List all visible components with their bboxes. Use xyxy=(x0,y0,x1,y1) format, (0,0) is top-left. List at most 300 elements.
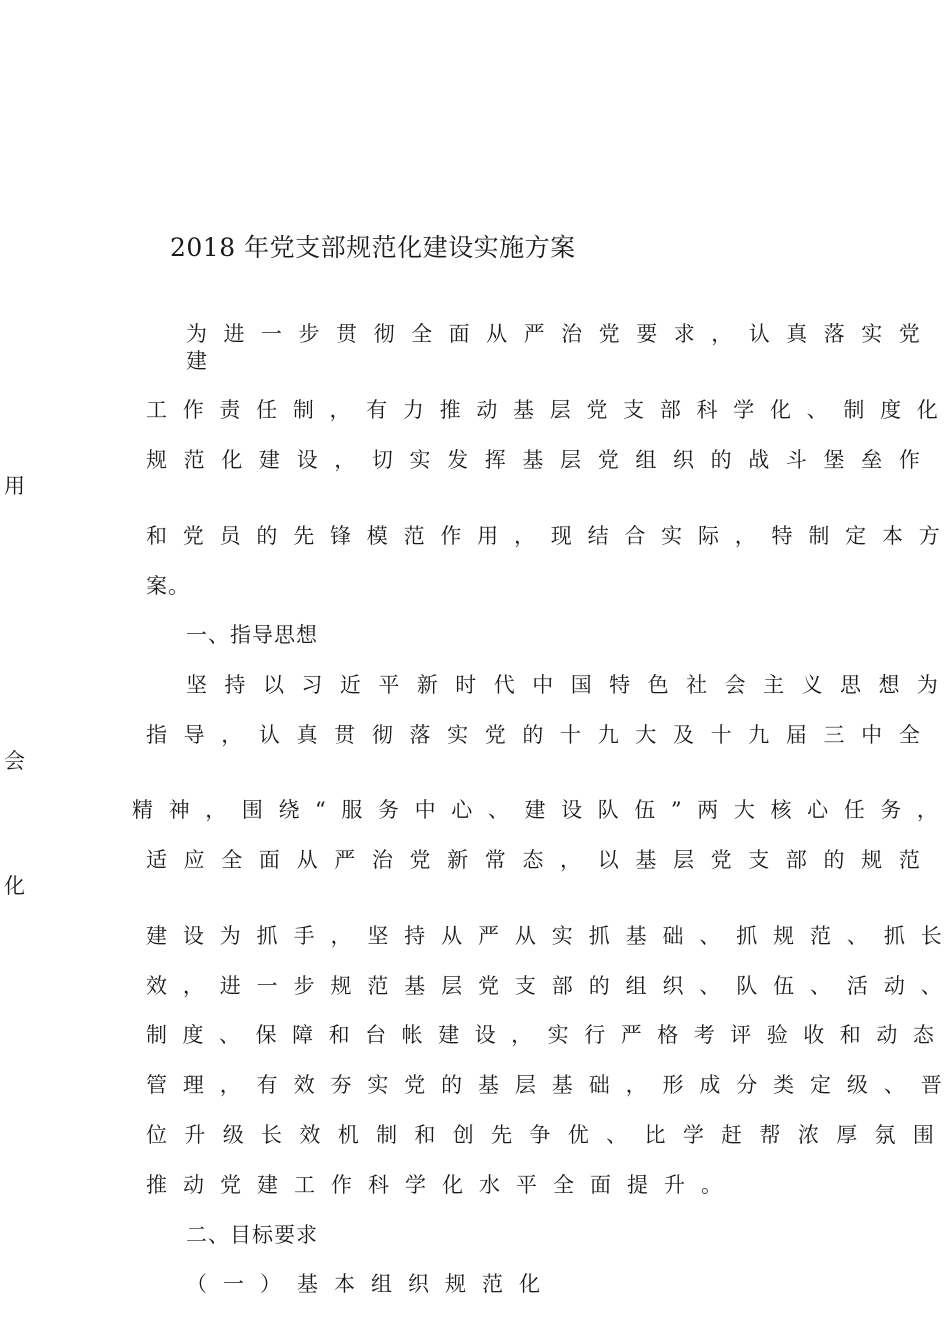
text-char: 织 xyxy=(662,974,684,998)
text-char: 长 xyxy=(261,1123,283,1147)
paragraph-line xyxy=(146,850,920,871)
paragraph-line xyxy=(132,800,938,821)
text-char: 届 xyxy=(785,723,807,747)
text-char: 的 xyxy=(823,848,845,872)
text-char: 步 xyxy=(293,974,315,998)
text-char: ” xyxy=(670,798,682,822)
text-char: 挥 xyxy=(484,448,506,472)
text-char: 垒 xyxy=(861,448,883,472)
text-char: ， xyxy=(329,398,351,422)
text-char: 长 xyxy=(920,924,942,948)
text-char: 规 xyxy=(330,974,352,998)
text-char: 实 xyxy=(547,1023,569,1047)
text-char: ， xyxy=(330,924,352,948)
text-char: 心 xyxy=(451,798,473,822)
document-title: 2018 年党支部规范化建设实施方案 xyxy=(170,233,576,262)
text-char: 核 xyxy=(770,798,792,822)
text-char: 结 xyxy=(587,524,609,548)
text-char: 严 xyxy=(478,924,500,948)
text-char: 十 xyxy=(560,723,582,747)
text-char: 贯 xyxy=(336,322,358,346)
text-char: 九 xyxy=(597,723,619,747)
subsection-heading: （一）基本组织规范化 xyxy=(186,1272,556,1296)
paragraph-line xyxy=(146,725,920,746)
text-char: 有 xyxy=(256,1073,278,1097)
paragraph-line xyxy=(146,1075,942,1096)
text-char: ， xyxy=(205,798,227,822)
text-char: 规 xyxy=(861,848,883,872)
paragraph-line xyxy=(186,675,938,696)
text-char: 会 xyxy=(724,673,746,697)
text-char: 认 xyxy=(748,322,770,346)
text-char: 位 xyxy=(146,1123,167,1147)
text-char: 模 xyxy=(366,524,388,548)
text-char: 的 xyxy=(710,448,732,472)
text-char: 比 xyxy=(644,1123,666,1147)
text-char: 党 xyxy=(484,723,506,747)
text-char: 的 xyxy=(522,723,544,747)
text-char: ， xyxy=(334,448,356,472)
text-char: 力 xyxy=(402,398,424,422)
text-char: 基 xyxy=(513,398,535,422)
text-char: 抓 xyxy=(736,924,758,948)
text-char: 为 xyxy=(186,322,207,346)
text-char: 心 xyxy=(807,798,829,822)
text-char: 规 xyxy=(773,924,795,948)
paragraph-line xyxy=(146,926,942,947)
text-char: 际 xyxy=(697,524,719,548)
text-char: 从 xyxy=(514,924,536,948)
paragraph-line xyxy=(146,1025,934,1046)
text-char: 持 xyxy=(224,673,246,697)
text-char: 设 xyxy=(182,924,204,948)
text-char: 特 xyxy=(609,673,631,697)
text-char: 态 xyxy=(912,1023,934,1047)
text-char: 围 xyxy=(912,1123,934,1147)
text-char: 设 xyxy=(561,798,583,822)
text-char: 主 xyxy=(763,673,785,697)
text-char: 严 xyxy=(620,1023,642,1047)
text-char: ， xyxy=(511,1023,533,1047)
text-char: 科 xyxy=(696,398,718,422)
text-char: 础 xyxy=(588,1073,610,1097)
text-char: 十 xyxy=(710,723,732,747)
text-char: 绕 xyxy=(278,798,300,822)
text-char: 层 xyxy=(560,448,582,472)
text-char: 大 xyxy=(635,723,657,747)
text-char: 党 xyxy=(478,974,500,998)
text-char: 动 xyxy=(883,974,905,998)
text-char: 战 xyxy=(748,448,770,472)
text-char: 类 xyxy=(773,1073,795,1097)
paragraph-line: 推动党建工作科学化水平全面提升。 xyxy=(146,1173,738,1197)
text-char: 彻 xyxy=(371,723,393,747)
text-char: 中 xyxy=(532,673,554,697)
text-char: 晋 xyxy=(920,1073,942,1097)
text-char: 效 xyxy=(293,1073,315,1097)
text-char: ， xyxy=(221,723,243,747)
text-char: 为 xyxy=(916,673,938,697)
text-char: 建 xyxy=(258,448,280,472)
text-char: 从 xyxy=(296,848,318,872)
text-char: 发 xyxy=(447,448,469,472)
text-char: 两 xyxy=(697,798,719,822)
text-char: 进 xyxy=(219,974,241,998)
text-char: 行 xyxy=(584,1023,606,1047)
text-char: 工 xyxy=(146,398,167,422)
text-char: 抓 xyxy=(883,924,905,948)
text-char: 制 xyxy=(146,1023,167,1047)
text-char: 真 xyxy=(296,723,318,747)
text-char: 务 xyxy=(880,798,902,822)
text-char: 严 xyxy=(523,322,545,346)
text-char: 堡 xyxy=(823,448,845,472)
text-char: 管 xyxy=(146,1073,167,1097)
text-char: ， xyxy=(560,848,582,872)
text-char: 党 xyxy=(598,322,620,346)
text-char: 效 xyxy=(146,974,167,998)
text-char: 中 xyxy=(861,723,883,747)
text-char: 的 xyxy=(256,524,278,548)
section-heading: 二、目标要求 xyxy=(186,1223,318,1247)
text-char: 化 xyxy=(769,398,791,422)
text-char: 的 xyxy=(441,1073,463,1097)
text-char: 态 xyxy=(522,848,544,872)
text-char: 、 xyxy=(606,1123,628,1147)
text-char: 部 xyxy=(785,848,807,872)
text-char: 活 xyxy=(846,974,868,998)
text-char: 从 xyxy=(486,322,508,346)
text-char: 全 xyxy=(898,723,920,747)
text-char: 进 xyxy=(223,322,245,346)
paragraph-line xyxy=(146,526,940,547)
text-char: 基 xyxy=(404,974,426,998)
text-char: 现 xyxy=(550,524,572,548)
text-char: 、 xyxy=(920,974,942,998)
text-char: 时 xyxy=(455,673,477,697)
paragraph-line xyxy=(146,400,938,421)
text-char: 先 xyxy=(293,524,315,548)
text-char: 、 xyxy=(806,398,828,422)
text-char: 落 xyxy=(409,723,431,747)
text-char: 九 xyxy=(748,723,770,747)
text-char: 国 xyxy=(570,673,592,697)
text-char: 制 xyxy=(843,398,865,422)
text-char: 有 xyxy=(366,398,388,422)
text-char: 、 xyxy=(487,798,509,822)
text-char: 面 xyxy=(258,848,280,872)
text-char: 保 xyxy=(255,1023,277,1047)
paragraph-line xyxy=(146,976,942,997)
text-char: ， xyxy=(625,1073,647,1097)
text-char: 动 xyxy=(876,1023,898,1047)
text-char: 设 xyxy=(474,1023,496,1047)
text-char: ， xyxy=(182,974,204,998)
text-char: 先 xyxy=(491,1123,513,1147)
text-char: 厚 xyxy=(836,1123,858,1147)
text-char: 优 xyxy=(567,1123,589,1147)
text-char: 三 xyxy=(823,723,845,747)
text-char: ， xyxy=(513,524,535,548)
paragraph-line: 案。 xyxy=(146,574,190,598)
text-char: 台 xyxy=(365,1023,387,1047)
text-char: 思 xyxy=(839,673,861,697)
text-char: 建 xyxy=(524,798,546,822)
text-char: 伍 xyxy=(773,974,795,998)
text-char: 服 xyxy=(341,798,363,822)
text-char: 切 xyxy=(371,448,393,472)
text-char: 全 xyxy=(411,322,433,346)
text-char: ， xyxy=(219,1073,241,1097)
text-char: 制 xyxy=(292,398,314,422)
text-char: 贯 xyxy=(334,723,356,747)
text-char: 抓 xyxy=(588,924,610,948)
text-char: 部 xyxy=(551,974,573,998)
text-char: 和 xyxy=(146,524,167,548)
text-char: 以 xyxy=(597,848,619,872)
text-char: 大 xyxy=(733,798,755,822)
text-char: ， xyxy=(916,798,938,822)
text-char: 党 xyxy=(597,448,619,472)
text-char: 一 xyxy=(261,322,283,346)
text-char: 的 xyxy=(588,974,610,998)
text-char: 建 xyxy=(438,1023,460,1047)
text-char: 设 xyxy=(296,448,318,472)
text-char: 推 xyxy=(439,398,461,422)
text-char: 浓 xyxy=(797,1123,819,1147)
text-char: 落 xyxy=(823,322,845,346)
text-char: 学 xyxy=(733,398,755,422)
text-char: 方 xyxy=(918,524,940,548)
text-char: 党 xyxy=(404,1073,426,1097)
text-char: 评 xyxy=(730,1023,752,1047)
text-char: “ xyxy=(315,798,326,822)
text-char: 考 xyxy=(693,1023,715,1047)
text-char: 面 xyxy=(448,322,470,346)
text-char: 斗 xyxy=(785,448,807,472)
text-char: 要 xyxy=(636,322,658,346)
text-char: 一 xyxy=(256,974,278,998)
text-char: 党 xyxy=(898,322,920,346)
text-char: 支 xyxy=(748,848,770,872)
text-char: 障 xyxy=(292,1023,314,1047)
text-char: 制 xyxy=(808,524,830,548)
text-char: 治 xyxy=(561,322,583,346)
text-char: 形 xyxy=(662,1073,684,1097)
text-char: 建 xyxy=(146,924,167,948)
text-char: 及 xyxy=(672,723,694,747)
text-char: 神 xyxy=(168,798,190,822)
text-char: 员 xyxy=(219,524,241,548)
paragraph-line: 建 xyxy=(186,349,207,373)
paragraph-line xyxy=(186,324,920,345)
text-char: 范 xyxy=(810,924,832,948)
text-char: 格 xyxy=(657,1023,679,1047)
text-char: 求 xyxy=(673,322,695,346)
text-char: 定 xyxy=(810,1073,832,1097)
text-char: 范 xyxy=(403,524,425,548)
text-char: 任 xyxy=(843,798,865,822)
text-char: 基 xyxy=(635,848,657,872)
text-char: 收 xyxy=(803,1023,825,1047)
text-char: 新 xyxy=(416,673,438,697)
text-char: 应 xyxy=(183,848,205,872)
text-char: 伍 xyxy=(634,798,656,822)
text-char: 严 xyxy=(334,848,356,872)
text-char: 度 xyxy=(880,398,902,422)
text-char: 分 xyxy=(736,1073,758,1097)
text-char: 队 xyxy=(736,974,758,998)
text-char: 实 xyxy=(409,448,431,472)
text-char: 队 xyxy=(597,798,619,822)
text-char: 、 xyxy=(883,1073,905,1097)
text-char: 本 xyxy=(881,524,903,548)
text-char: 效 xyxy=(299,1123,321,1147)
paragraph-line: 用 xyxy=(4,474,25,498)
text-char: 化 xyxy=(916,398,938,422)
text-char: 党 xyxy=(710,848,732,872)
text-char: 基 xyxy=(522,448,544,472)
text-char: 创 xyxy=(452,1123,474,1147)
paragraph-line xyxy=(146,1125,934,1146)
text-char: 全 xyxy=(221,848,243,872)
text-char: 作 xyxy=(898,448,920,472)
text-char: 实 xyxy=(447,723,469,747)
text-char: 社 xyxy=(686,673,708,697)
text-char: 范 xyxy=(183,448,205,472)
text-char: 想 xyxy=(878,673,900,697)
text-char: 夯 xyxy=(330,1073,352,1097)
text-char: 帐 xyxy=(401,1023,423,1047)
text-char: 以 xyxy=(262,673,284,697)
text-char: 基 xyxy=(551,1073,573,1097)
paragraph-line: 会 xyxy=(4,749,25,773)
text-char: 党 xyxy=(586,398,608,422)
text-char: 层 xyxy=(672,848,694,872)
text-char: 、 xyxy=(699,924,721,948)
text-char: 和 xyxy=(414,1123,436,1147)
text-char: 成 xyxy=(699,1073,721,1097)
text-char: 支 xyxy=(514,974,536,998)
text-char: 平 xyxy=(378,673,400,697)
text-char: 组 xyxy=(635,448,657,472)
text-char: 验 xyxy=(766,1023,788,1047)
text-char: 升 xyxy=(184,1123,206,1147)
text-char: 责 xyxy=(219,398,241,422)
text-char: 务 xyxy=(378,798,400,822)
text-char: 帮 xyxy=(759,1123,781,1147)
text-char: 合 xyxy=(624,524,646,548)
text-char: 用 xyxy=(477,524,499,548)
text-char: 治 xyxy=(371,848,393,872)
text-char: 代 xyxy=(493,673,515,697)
text-char: 党 xyxy=(409,848,431,872)
text-char: 基 xyxy=(625,924,647,948)
text-char: 基 xyxy=(478,1073,500,1097)
text-char: 特 xyxy=(771,524,793,548)
text-char: 导 xyxy=(183,723,205,747)
text-char: 指 xyxy=(146,723,167,747)
text-char: 础 xyxy=(662,924,684,948)
text-char: 动 xyxy=(476,398,498,422)
text-char: 实 xyxy=(551,924,573,948)
text-char: 为 xyxy=(219,924,241,948)
text-char: 层 xyxy=(441,974,463,998)
text-char: 实 xyxy=(861,322,883,346)
text-char: 层 xyxy=(549,398,571,422)
text-char: 中 xyxy=(414,798,436,822)
paragraph-line: 化 xyxy=(4,874,25,898)
text-char: 部 xyxy=(659,398,681,422)
text-char: 和 xyxy=(839,1023,861,1047)
text-char: 手 xyxy=(293,924,315,948)
text-char: 适 xyxy=(146,848,167,872)
text-char: 常 xyxy=(484,848,506,872)
text-char: 彻 xyxy=(373,322,395,346)
text-char: ， xyxy=(711,322,733,346)
text-char: 义 xyxy=(801,673,823,697)
text-char: 层 xyxy=(514,1073,536,1097)
text-char: 作 xyxy=(440,524,462,548)
text-char: 真 xyxy=(786,322,808,346)
text-char: 近 xyxy=(339,673,361,697)
text-char: 色 xyxy=(647,673,669,697)
text-char: 范 xyxy=(898,848,920,872)
text-char: 坚 xyxy=(186,673,207,697)
text-char: 、 xyxy=(846,924,868,948)
text-char: 、 xyxy=(810,974,832,998)
text-char: 认 xyxy=(258,723,280,747)
text-char: 机 xyxy=(337,1123,359,1147)
text-char: 实 xyxy=(661,524,683,548)
text-char: 习 xyxy=(301,673,323,697)
text-char: 任 xyxy=(256,398,278,422)
text-char: 组 xyxy=(625,974,647,998)
text-char: 步 xyxy=(298,322,320,346)
text-char: 度 xyxy=(182,1023,204,1047)
text-char: 争 xyxy=(529,1123,551,1147)
text-char: 围 xyxy=(241,798,263,822)
text-char: 级 xyxy=(222,1123,244,1147)
text-char: 、 xyxy=(699,974,721,998)
text-char: 党 xyxy=(182,524,204,548)
text-char: 氛 xyxy=(874,1123,896,1147)
paragraph-line xyxy=(146,450,920,471)
section-heading: 一、指导思想 xyxy=(186,623,318,647)
text-char: 制 xyxy=(376,1123,398,1147)
text-char: 化 xyxy=(221,448,243,472)
text-char: 理 xyxy=(182,1073,204,1097)
text-char: 赶 xyxy=(721,1123,743,1147)
text-char: 从 xyxy=(441,924,463,948)
text-char: 定 xyxy=(845,524,867,548)
text-char: 持 xyxy=(404,924,426,948)
text-char: 精 xyxy=(132,798,153,822)
text-char: 抓 xyxy=(256,924,278,948)
text-char: 坚 xyxy=(367,924,389,948)
text-char: 作 xyxy=(182,398,204,422)
text-char: 新 xyxy=(447,848,469,872)
text-char: 支 xyxy=(623,398,645,422)
text-char: 和 xyxy=(328,1023,350,1047)
text-char: 学 xyxy=(682,1123,704,1147)
text-char: ， xyxy=(734,524,756,548)
text-char: 级 xyxy=(846,1073,868,1097)
text-char: 规 xyxy=(146,448,167,472)
text-char: 范 xyxy=(367,974,389,998)
text-char: 锋 xyxy=(329,524,351,548)
text-char: 实 xyxy=(367,1073,389,1097)
